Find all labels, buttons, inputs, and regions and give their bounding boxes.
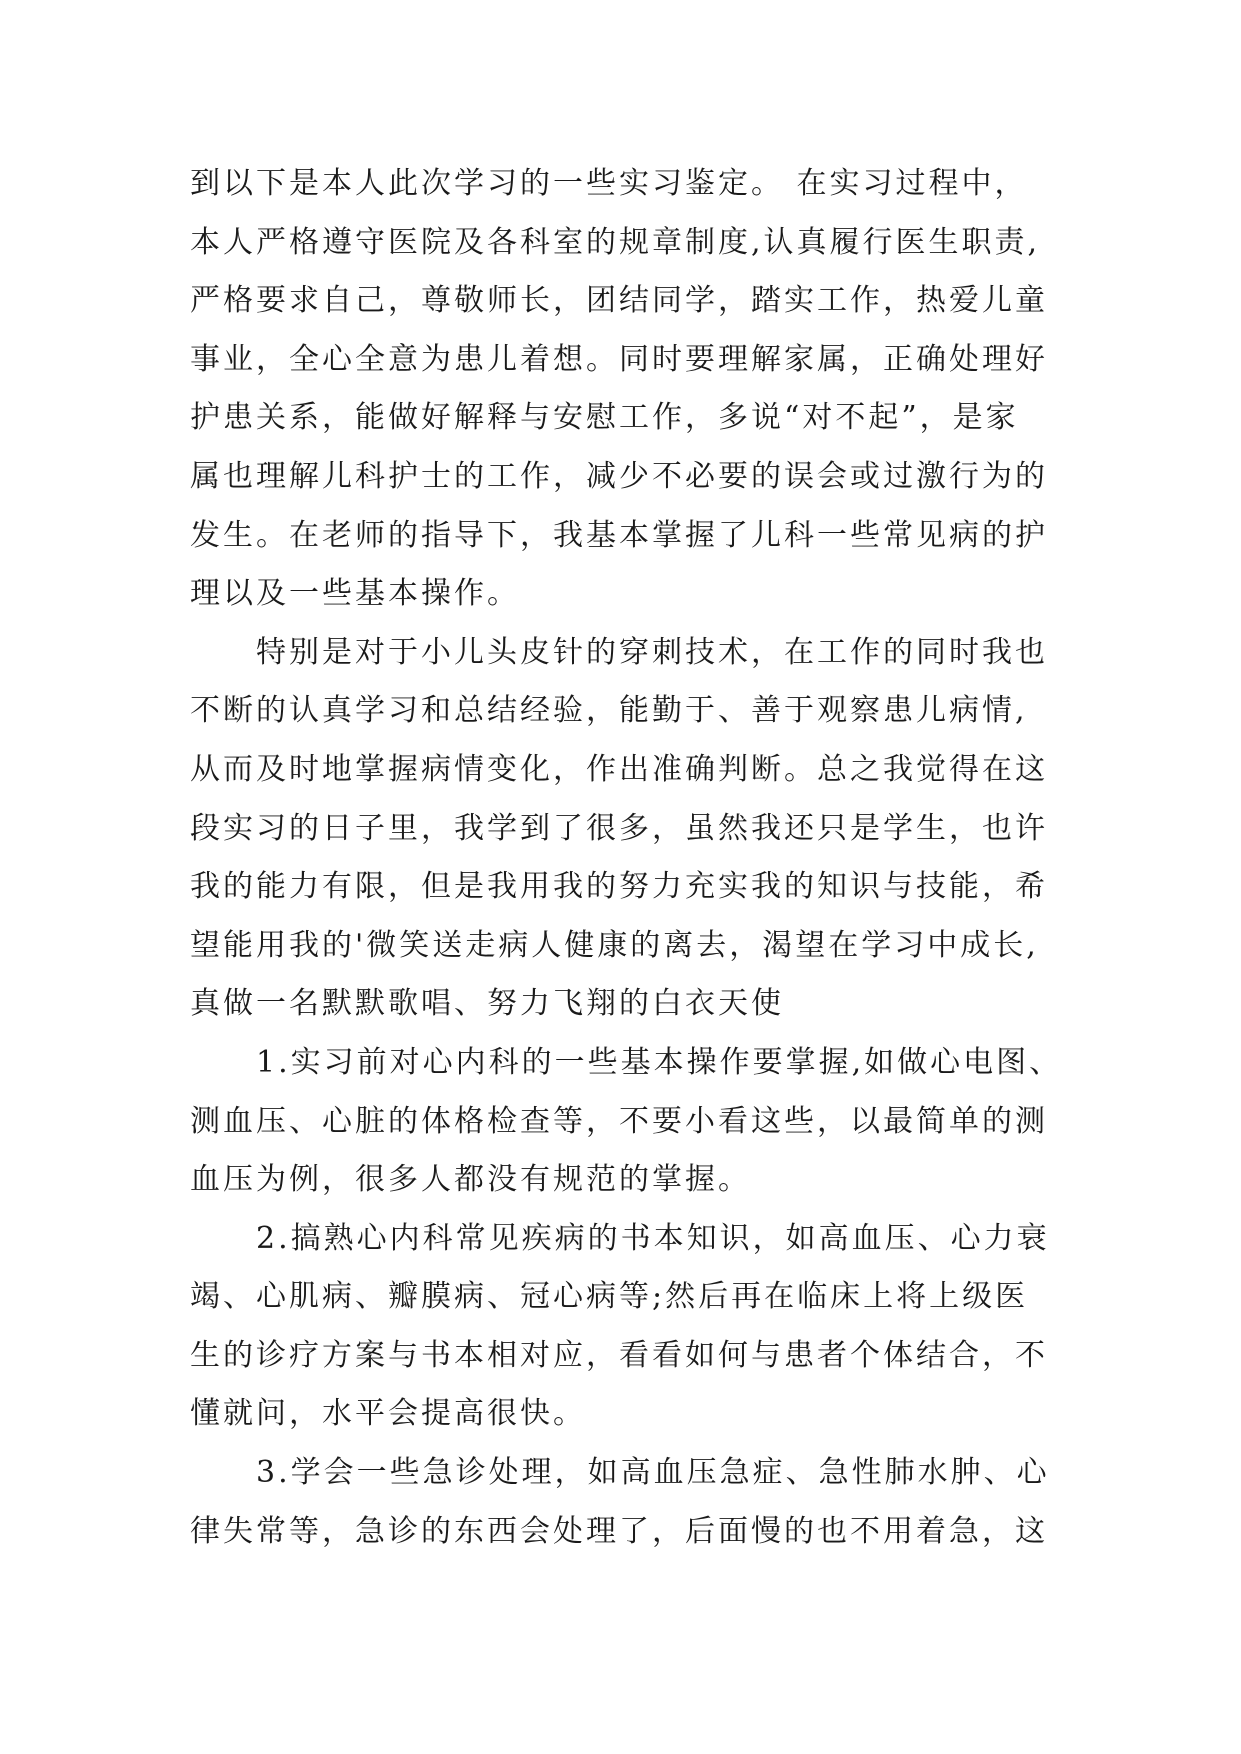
text-line: 严格要求自己，尊敬师长，团结同学，踏实工作，热爱儿童 (190, 283, 1048, 319)
text-line: 从而及时地掌握病情变化，作出准确判断。总之我觉得在这 (190, 751, 1048, 787)
text-line: 本人严格遵守医院及各科室的规章制度,认真履行医生职责, (190, 224, 1041, 260)
numbered-item-line: 3.学会一些急诊处理，如高血压急症、急性肺水肿、心 (256, 1455, 1050, 1491)
text-line: 竭、心肌病、瓣膜病、冠心病等;然后再在临床上将上级医 (190, 1279, 1029, 1315)
text-line: 生的诊疗方案与书本相对应，看看如何与患者个体结合，不 (190, 1337, 1048, 1373)
text-line: 测血压、心脏的体格检查等，不要小看这些，以最简单的测 (190, 1103, 1048, 1139)
text-line: 望能用我的'微笑送走病人健康的离去，渴望在学习中成长, (190, 927, 1039, 963)
text-line: 护患关系，能做好解释与安慰工作，多说“对不起”，是家 (190, 400, 1019, 436)
document-body (190, 155, 1090, 1561)
text-line: 真做一名默默歌唱、努力飞翔的白衣天使 (190, 986, 784, 1022)
text-line: 懂就问，水平会提高很快。 (190, 1396, 586, 1432)
text-line: 理以及一些基本操作。 (190, 576, 520, 612)
text-line: 不断的认真学习和总结经验，能勤于、善于观察患儿病情, (190, 693, 1028, 729)
numbered-item-line: 1.实习前对心内科的一些基本操作要掌握,如做心电图、 (256, 1044, 1063, 1080)
numbered-item-line: 2.搞熟心内科常见疾病的书本知识，如高血压、心力衰 (256, 1220, 1050, 1256)
text-line: 我的能力有限，但是我用我的努力充实我的知识与技能，希 (190, 869, 1048, 905)
text-line: 事业，全心全意为患儿着想。同时要理解家属，正确处理好 (190, 341, 1048, 377)
text-line: 段实习的日子里，我学到了很多，虽然我还只是学生，也许 (190, 810, 1048, 846)
text-line: 属也理解儿科护士的工作，减少不必要的误会或过激行为的 (190, 458, 1048, 494)
text-line: 发生。在老师的指导下，我基本掌握了儿科一些常见病的护 (190, 517, 1048, 553)
text-line: 血压为例，很多人都没有规范的掌握。 (190, 1162, 751, 1198)
text-line: 到以下是本人此次学习的一些实习鉴定。 在实习过程中， (190, 166, 1028, 201)
paragraph-start-line: 特别是对于小儿头皮针的穿刺技术，在工作的同时我也 (256, 634, 1048, 670)
text-line: 律失常等，急诊的东西会处理了，后面慢的也不用着急，这 (190, 1513, 1048, 1549)
